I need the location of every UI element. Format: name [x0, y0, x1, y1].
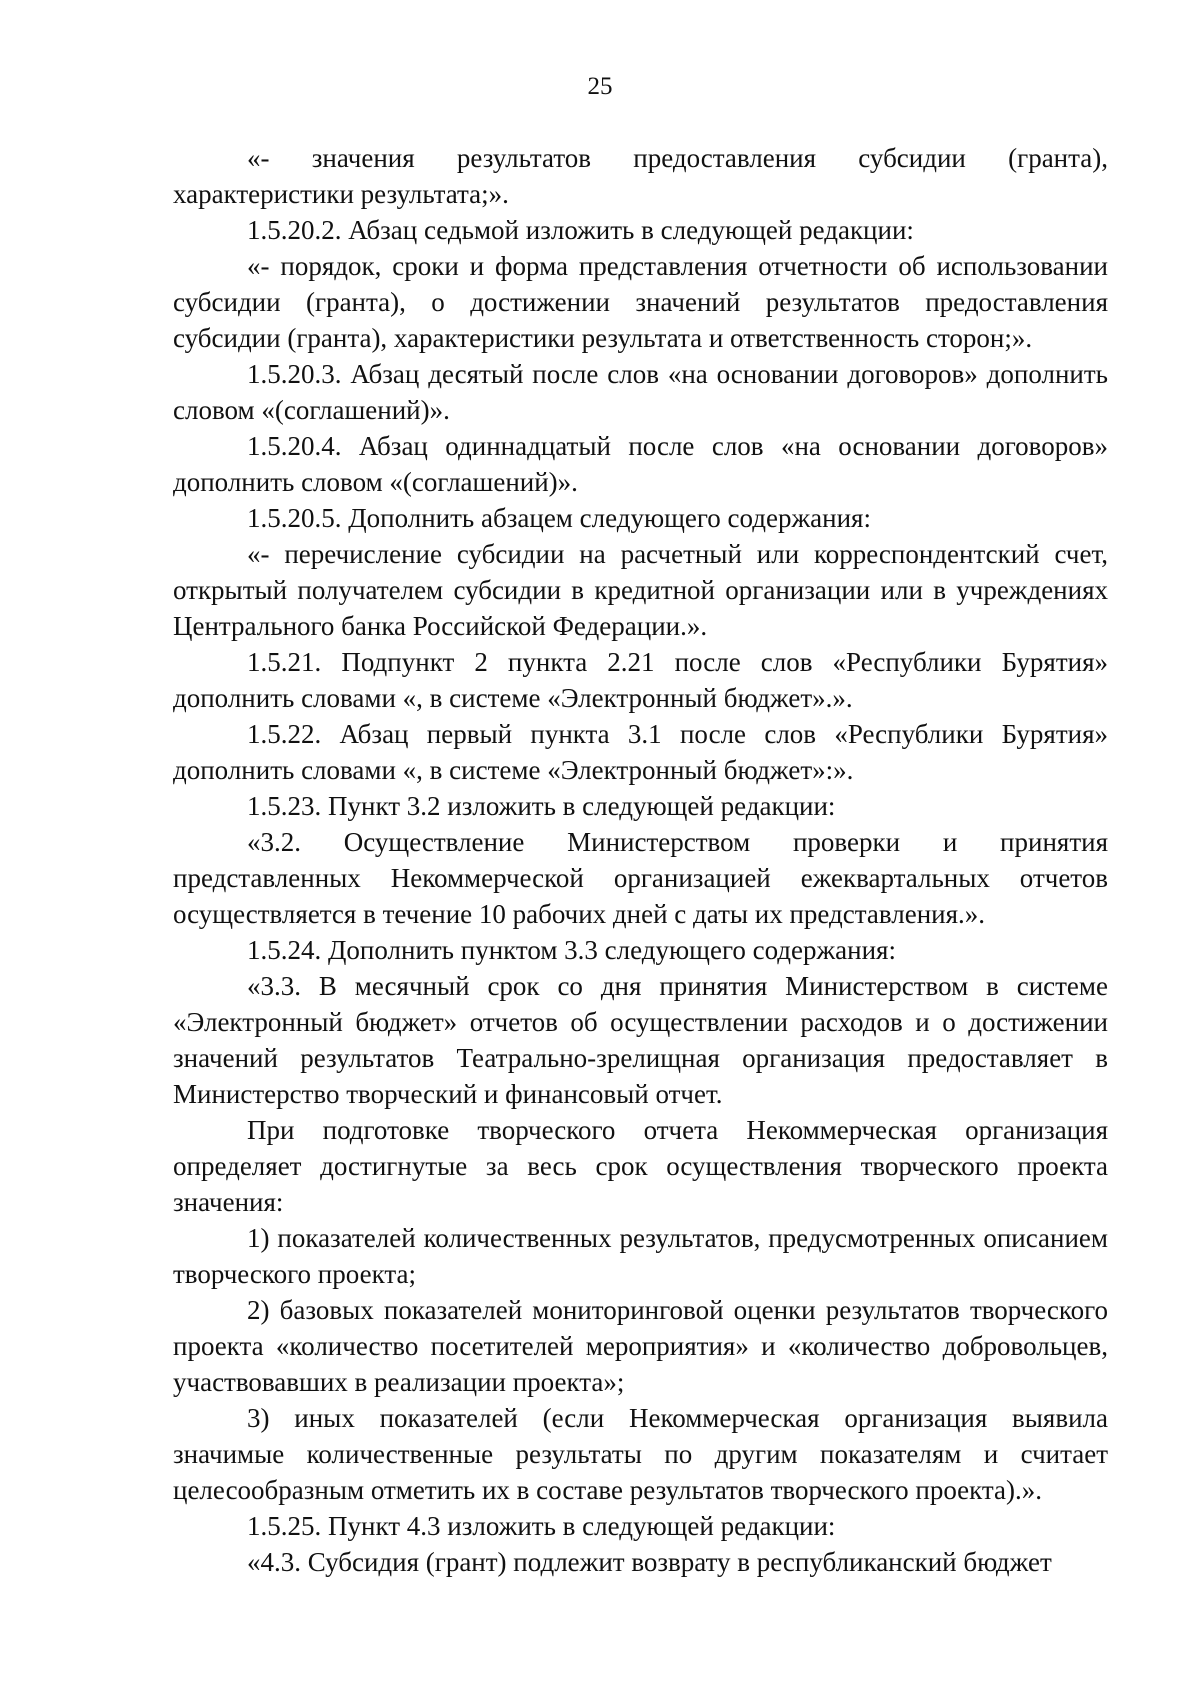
paragraph: 1.5.20.2. Абзац седьмой изложить в следующей редакции: [247, 215, 914, 245]
paragraph: «- порядок, сроки и форма представления отчетности об использовании субсидии (гранта), о достижении значений результатов предоставления субсидии (гранта), характеристики результата и ответственность сторон;». [173, 251, 1108, 353]
paragraph: 1.5.23. Пункт 3.2 изложить в следующей редакции: [247, 791, 836, 821]
paragraph: «3.2. Осуществление Министерством проверки и принятия представленных Некоммерческой организацией ежеквартальных отчетов осуществляется в течение 10 рабочих дней с даты их представления.». [173, 827, 1108, 929]
paragraph: 1.5.20.3. Абзац десятый после слов «на основании договоров» дополнить словом «(соглашений)». [173, 359, 1108, 425]
paragraph: 1.5.24. Дополнить пунктом 3.3 следующего содержания: [247, 935, 896, 965]
paragraph: При подготовке творческого отчета Некоммерческая организация определяет достигнутые за весь срок осуществления творческого проекта значения: [173, 1115, 1108, 1217]
document-body [173, 140, 1108, 1580]
paragraph: «- перечисление субсидии на расчетный или корреспондентский счет, открытый получателем субсидии в кредитной организации или в учреждениях Центрального банка Российской Федерации.». [173, 539, 1108, 641]
paragraph: 1.5.25. Пункт 4.3 изложить в следующей редакции: [247, 1511, 836, 1541]
paragraph: 1) показателей количественных результатов, предусмотренных описанием творческого проекта; [173, 1223, 1108, 1289]
paragraph: «4.3. Субсидия (грант) подлежит возврату в республиканский бюджет [247, 1547, 1052, 1577]
paragraph: 1.5.20.4. Абзац одиннадцатый после слов «на основании договоров» дополнить словом «(соглашений)». [173, 431, 1108, 497]
paragraph: «- значения результатов предоставления субсидии (гранта), характеристики результата;». [173, 143, 1108, 209]
paragraph: 1.5.22. Абзац первый пункта 3.1 после слов «Республики Бурятия» дополнить словами «, в системе «Электронный бюджет»:». [173, 719, 1108, 785]
paragraph: 2) базовых показателей мониторинговой оценки результатов творческого проекта «количество посетителей мероприятия» и «количество добровольцев, участвовавших в реализации проекта»; [173, 1295, 1108, 1397]
paragraph: 3) иных показателей (если Некоммерческая организация выявила значимые количественные результаты по другим показателям и считает целесообразным отметить их в составе результатов творческого проекта).». [173, 1403, 1108, 1505]
paragraph: 1.5.21. Подпункт 2 пункта 2.21 после слов «Республики Бурятия» дополнить словами «, в системе «Электронный бюджет».». [173, 647, 1108, 713]
paragraph: «3.3. В месячный срок со дня принятия Министерством в системе «Электронный бюджет» отчетов об осуществлении расходов и о достижении значений результатов Театрально-зрелищная организация предоставляет в Министерство творческий и финансовый отчет. [173, 971, 1108, 1109]
paragraph: 1.5.20.5. Дополнить абзацем следующего содержания: [247, 503, 871, 533]
page-number: 25 [587, 73, 613, 100]
